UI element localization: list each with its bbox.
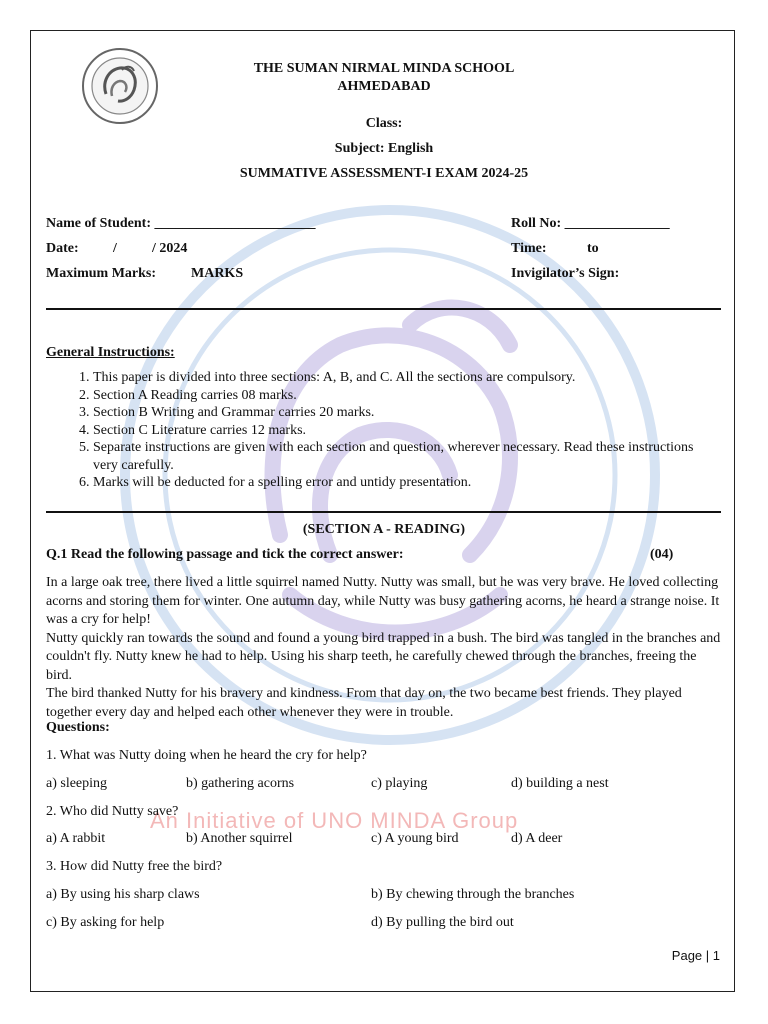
date-label: Date: bbox=[46, 241, 79, 256]
instruction-item: 6. Marks will be deducted for a spelling error and untidy presentation. bbox=[93, 474, 713, 492]
instruction-item: 2. Section A Reading carries 08 marks. bbox=[93, 387, 713, 405]
student-name-field[interactable]: Name of Student: _______________________ bbox=[46, 216, 316, 231]
question-text: 1. What was Nutty doing when he heard the cry for help? bbox=[46, 748, 367, 763]
class-label: Class: bbox=[365, 116, 403, 131]
invigilator-sign: Invigilator’s Sign: bbox=[511, 266, 620, 281]
answer-option[interactable]: a) sleeping bbox=[46, 776, 108, 791]
school-name: THE SUMAN NIRMAL MINDA SCHOOL bbox=[253, 61, 515, 76]
answer-option[interactable]: a) A rabbit bbox=[46, 831, 106, 846]
school-city: AHMEDABAD bbox=[337, 79, 431, 94]
marks-value: MARKS bbox=[191, 266, 244, 281]
date-separator: / bbox=[113, 241, 117, 256]
question-text: 3. How did Nutty free the bird? bbox=[46, 859, 223, 874]
header-divider bbox=[46, 308, 721, 310]
passage-paragraph: The bird thanked Nutty for his bravery and kindness. From that day on, the two became best friends. They played together every day and helped each other whenever they were in trouble. bbox=[46, 686, 682, 720]
instruction-item: 4. Section C Literature carries 12 marks. bbox=[93, 422, 713, 440]
instruction-item: 5. Separate instructions are given with each section and question, wherever necessary. Read these instructions very carefully. bbox=[93, 439, 713, 474]
answer-option[interactable]: b) gathering acorns bbox=[186, 776, 295, 791]
instructions-title: General Instructions: bbox=[46, 345, 175, 360]
answer-option[interactable]: c) A young bird bbox=[371, 831, 459, 846]
answer-option[interactable]: a) By using his sharp claws bbox=[46, 887, 200, 902]
passage-paragraph: Nutty quickly ran towards the sound and found a young bird trapped in a bush. The bird was tangled in the branches and couldn't fly. Nutty knew he had to help. Using his sharp teeth, he carefully chewed through the branches, freeing the bird. bbox=[46, 630, 721, 683]
section-a-heading: (SECTION A - READING) bbox=[302, 522, 466, 537]
roll-no-field[interactable]: Roll No: _______________ bbox=[511, 216, 670, 231]
max-marks-label: Maximum Marks: bbox=[46, 266, 157, 281]
question-1-prompt: Q.1 Read the following passage and tick the correct answer: bbox=[46, 547, 404, 562]
watermark-text: An Initiative of UNO MINDA Group bbox=[150, 808, 519, 833]
answer-option[interactable]: b) By chewing through the branches bbox=[371, 887, 575, 902]
answer-option[interactable]: d) By pulling the bird out bbox=[371, 915, 514, 930]
answer-option[interactable]: d) building a nest bbox=[511, 776, 609, 791]
question-text: 2. Who did Nutty save? bbox=[46, 804, 179, 819]
instructions-list bbox=[46, 369, 713, 492]
exam-title: SUMMATIVE ASSESSMENT-I EXAM 2024-25 bbox=[239, 166, 529, 181]
question-1-marks: (04) bbox=[650, 547, 674, 562]
time-to: to bbox=[587, 241, 599, 256]
answer-option[interactable]: b) Another squirrel bbox=[186, 831, 293, 846]
section-divider bbox=[46, 511, 721, 513]
answer-option[interactable]: c) By asking for help bbox=[46, 915, 165, 930]
answer-option[interactable]: c) playing bbox=[371, 776, 428, 791]
time-label: Time: bbox=[511, 241, 547, 256]
passage-paragraph: In a large oak tree, there lived a little squirrel named Nutty. Nutty was small, but he was very brave. He loved collecting acorns and storing them for winter. One autumn day, while Nutty was busy gathering acorns, he heard a strange noise. It was a cry for help! bbox=[46, 575, 720, 627]
questions-label: Questions: bbox=[46, 720, 110, 735]
answer-option[interactable]: d) A deer bbox=[511, 831, 563, 846]
instruction-item: 3. Section B Writing and Grammar carries 20 marks. bbox=[93, 404, 713, 422]
subject-label: Subject: English bbox=[334, 141, 434, 156]
instruction-item: 1. This paper is divided into three sections: A, B, and C. All the sections are compulsory. bbox=[93, 369, 713, 387]
reading-passage bbox=[46, 574, 726, 722]
date-year: / 2024 bbox=[152, 241, 188, 256]
page-number: Page | 1 bbox=[671, 948, 720, 963]
